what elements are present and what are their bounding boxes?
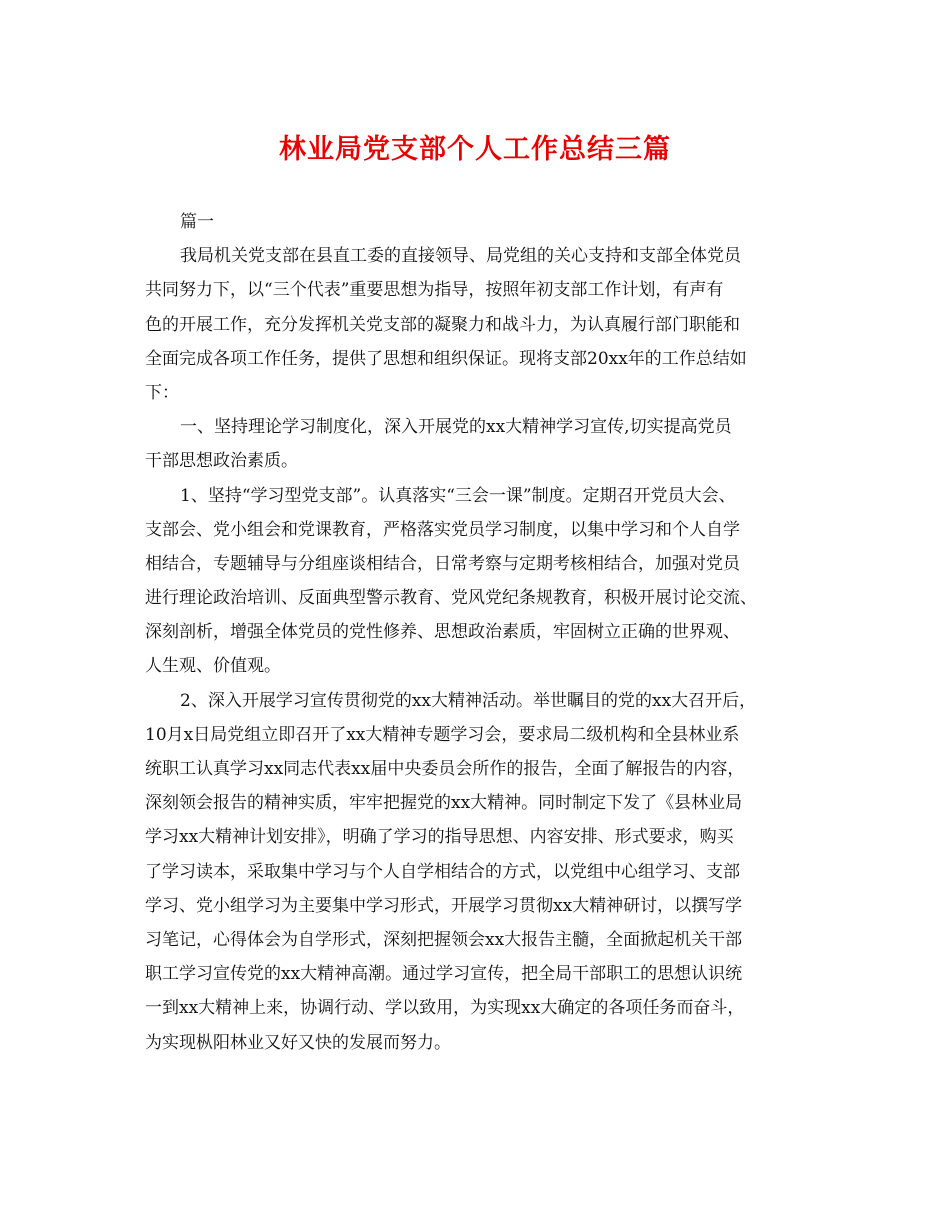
section-heading-1 <box>145 410 825 478</box>
intro-paragraph <box>145 239 825 410</box>
paragraph-line: 共同努力下，以“三个代表”重要思想为指导，按照年初支部工作计划，有声有 <box>145 280 724 301</box>
paragraph-line: 学习、党小组学习为主要集中学习形式，开展学习贯彻xx大精神研讨，以撰写学 <box>145 895 743 916</box>
paragraph-line: 深刻剖析，增强全体党员的党性修养、思想政治素质，牢固树立正确的世界观、 <box>145 622 740 643</box>
item-2-paragraph <box>145 684 825 1060</box>
paragraph-line: 一、坚持理论学习制度化，深入开展党的xx大精神学习宣传,切实提高党员 <box>180 417 732 438</box>
document-title: 林业局党支部个人工作总结三篇 <box>279 134 671 165</box>
paragraph-line: 色的开展工作，充分发挥机关党支部的凝聚力和战斗力，为认真履行部门职能和 <box>145 314 740 335</box>
paragraph-line: 干部思想政治素质。 <box>145 451 298 472</box>
paragraph-line: 深刻领会报告的精神实质，牢牢把握党的xx大精神。同时制定下发了《县林业局 <box>145 793 743 814</box>
paragraph-line: 全面完成各项工作任务，提供了思想和组织保证。现将支部20xx年的工作总结如 <box>145 348 747 369</box>
paragraph-line: 支部会、党小组会和党课教育，严格落实党员学习制度，以集中学习和个人自学 <box>145 519 740 540</box>
paragraph-line: 学习xx大精神计划安排》，明确了学习的指导思想、内容安排、形式要求，购买 <box>145 827 734 848</box>
paragraph-line: 一到xx大精神上来，协调行动、学以致用，为实现xx大确定的各项任务而奋斗， <box>145 998 745 1019</box>
paragraph-line: 相结合，专题辅导与分组座谈相结合，日常考察与定期考核相结合，加强对党员 <box>145 553 740 574</box>
paragraph-line: 2、深入开展学习宣传贯彻党的xx大精神活动。举世瞩目的党的xx大召开后， <box>180 690 757 711</box>
item-1-paragraph <box>145 479 825 684</box>
paragraph-line: 习笔记，心得体会为自学形式，深刻把握领会xx大报告主髓，全面掀起机关干部 <box>145 929 743 950</box>
document-body <box>145 205 825 1060</box>
paragraph-line: 进行理论政治培训、反面典型警示教育、党风党纪条规教育，积极开展讨论交流、 <box>145 588 757 609</box>
paragraph-line: 我局机关党支部在县直工委的直接领导、局党组的关心支持和支部全体党员 <box>180 246 741 267</box>
paragraph-line: 职工学习宣传党的xx大精神高潮。通过学习宣传，把全局干部职工的思想认识统 <box>145 964 743 985</box>
paragraph-line: 了学习读本，采取集中学习与个人自学相结合的方式，以党组中心组学习、支部 <box>145 861 740 882</box>
paragraph-line: 为实现枞阳林业又好又快的发展而努力。 <box>145 1032 451 1053</box>
paragraph-line: 10月x日局党组立即召开了xx大精神专题学习会，要求局二级机构和全县林业系 <box>145 724 740 745</box>
section-label: 篇一 <box>180 212 214 232</box>
paragraph-line: 统职工认真学习xx同志代表xx届中央委员会所作的报告，全面了解报告的内容， <box>145 759 745 779</box>
paragraph-line: 下： <box>145 382 179 403</box>
paragraph-line: 人生观、价值观。 <box>145 656 281 677</box>
paragraph-line: 1、坚持“学习型党支部”。认真落实“三会一课”制度。定期召开党员大会、 <box>180 485 736 506</box>
